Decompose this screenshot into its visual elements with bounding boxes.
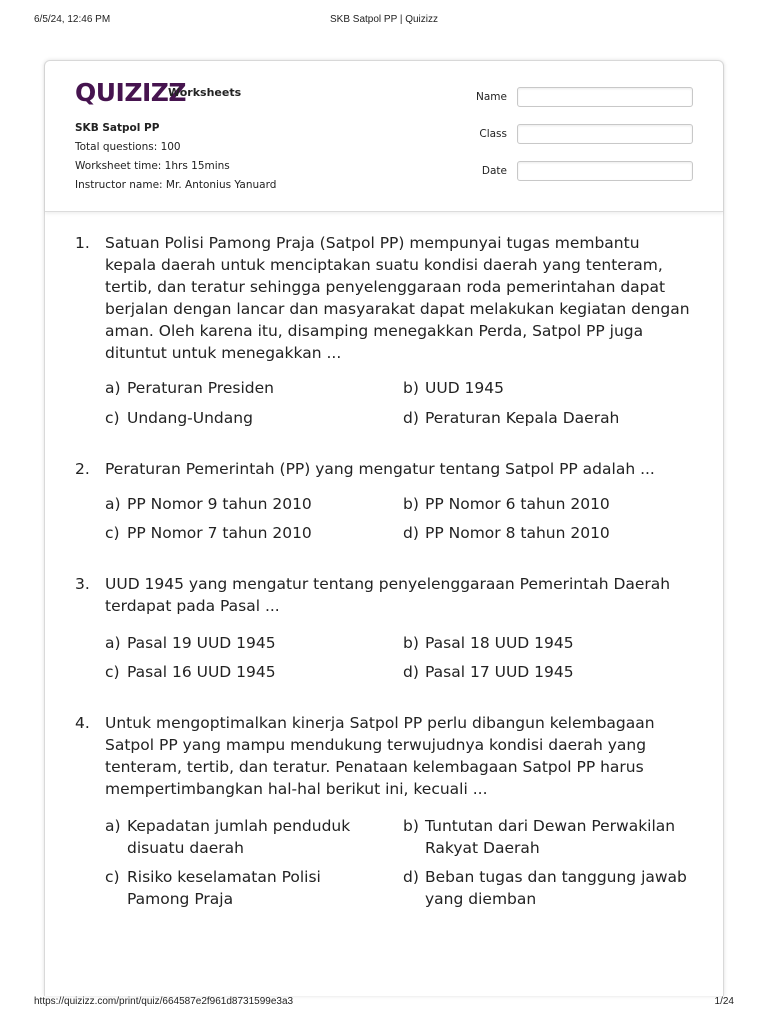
question-number: 4. xyxy=(75,714,90,732)
option-a xyxy=(105,632,395,654)
option-c xyxy=(105,866,385,910)
question-text: Satuan Polisi Pamong Praja (Satpol PP) mempunyai tugas membantu kepala daerah untuk menciptakan suatu kondisi daerah yang tenteram, tertib, dan teratur sehingga penyelenggaraan roda pemerintahan dapat berjalan dengan lancar dan masyarakat dapat melakukan kegiatan dengan aman. Oleh karena itu, disamping menegakkan Perda, Satpol PP juga dituntut untuk menegakkan ... xyxy=(105,234,690,362)
option-b xyxy=(403,377,693,399)
option-letter: b) xyxy=(403,379,419,397)
date-label: Date xyxy=(481,165,507,177)
option-text: Beban tugas dan tanggung jawab yang diemban xyxy=(425,868,687,908)
option-letter: b) xyxy=(403,495,419,513)
option-c xyxy=(105,522,395,544)
option-text: UUD 1945 xyxy=(425,379,504,397)
option-text: Pasal 16 UUD 1945 xyxy=(127,663,276,681)
print-url: https://quizizz.com/print/quiz/664587e2f961d8731599e3a3 xyxy=(34,996,294,1007)
option-letter: b) xyxy=(403,634,419,652)
question-number: 2. xyxy=(75,460,90,478)
print-footer xyxy=(34,996,734,1010)
option-text: Pasal 18 UUD 1945 xyxy=(425,634,574,652)
option-b xyxy=(403,815,693,859)
option-d xyxy=(403,407,693,429)
option-letter: c) xyxy=(105,663,120,681)
option-b xyxy=(403,493,693,515)
option-letter: d) xyxy=(403,868,419,886)
option-letter: c) xyxy=(105,409,120,427)
option-letter: a) xyxy=(105,817,121,835)
date-field[interactable] xyxy=(517,161,693,181)
question-text: Peraturan Pemerintah (PP) yang mengatur tentang Satpol PP adalah ... xyxy=(105,460,655,478)
option-a xyxy=(105,493,395,515)
worksheet-meta xyxy=(75,119,276,195)
option-letter: d) xyxy=(403,524,419,542)
option-text: PP Nomor 8 tahun 2010 xyxy=(425,524,610,542)
print-datetime: 6/5/24, 12:46 PM xyxy=(34,14,111,25)
option-d xyxy=(403,661,693,683)
question-2 xyxy=(75,458,695,548)
print-header xyxy=(34,14,734,28)
worksheets-label: Worksheets xyxy=(168,86,242,99)
class-label: Class xyxy=(479,128,507,140)
question-4 xyxy=(75,712,695,912)
option-b xyxy=(403,632,693,654)
question-number: 3. xyxy=(75,575,90,593)
class-field[interactable] xyxy=(517,124,693,144)
option-text: Pasal 19 UUD 1945 xyxy=(127,634,276,652)
option-a xyxy=(105,377,395,399)
option-text: Risiko keselamatan Polisi Pamong Praja xyxy=(127,868,321,908)
option-d xyxy=(403,522,693,544)
option-text: Peraturan Kepala Daerah xyxy=(425,409,620,427)
worksheet-title: SKB Satpol PP xyxy=(75,122,160,134)
print-page-number: 1/24 xyxy=(714,996,734,1007)
option-letter: c) xyxy=(105,868,120,886)
option-letter: a) xyxy=(105,495,121,513)
option-text: Tuntutan dari Dewan Perwakilan Rakyat Daerah xyxy=(425,817,676,857)
option-text: Pasal 17 UUD 1945 xyxy=(425,663,574,681)
option-text: Kepadatan jumlah penduduk disuatu daerah xyxy=(127,817,351,857)
option-letter: b) xyxy=(403,817,419,835)
option-c xyxy=(105,661,395,683)
option-text: PP Nomor 7 tahun 2010 xyxy=(127,524,312,542)
print-tab-title: SKB Satpol PP | Quizizz xyxy=(329,14,439,25)
option-text: PP Nomor 9 tahun 2010 xyxy=(127,495,312,513)
option-text: Undang-Undang xyxy=(127,409,253,427)
instructor-name: Instructor name: Mr. Antonius Yanuard xyxy=(75,179,277,191)
option-letter: a) xyxy=(105,379,121,397)
option-a xyxy=(105,815,385,859)
option-letter: d) xyxy=(403,663,419,681)
question-1 xyxy=(75,232,695,432)
question-3 xyxy=(75,573,695,685)
quizizz-logo: QUIZIZZ xyxy=(75,78,187,107)
worksheet-page xyxy=(44,60,724,996)
option-c xyxy=(105,407,395,429)
option-text: Peraturan Presiden xyxy=(127,379,274,397)
name-label: Name xyxy=(476,91,507,103)
question-number: 1. xyxy=(75,234,90,252)
total-questions: Total questions: 100 xyxy=(75,141,181,153)
option-letter: d) xyxy=(403,409,419,427)
option-d xyxy=(403,866,693,910)
name-field[interactable] xyxy=(517,87,693,107)
question-text: UUD 1945 yang mengatur tentang penyelenggaraan Pemerintah Daerah terdapat pada Pasal ... xyxy=(105,575,671,615)
option-text: PP Nomor 6 tahun 2010 xyxy=(425,495,610,513)
worksheet-header xyxy=(45,61,723,212)
question-text: Untuk mengoptimalkan kinerja Satpol PP perlu dibangun kelembagaan Satpol PP yang mampu mendukung terwujudnya kondisi daerah yang tenteram, tertib, dan teratur. Penataan kelembagaan Satpol PP harus mempertimbangkan hal-hal berikut ini, kecuali ... xyxy=(105,714,655,798)
option-letter: c) xyxy=(105,524,120,542)
option-letter: a) xyxy=(105,634,121,652)
worksheet-time: Worksheet time: 1hrs 15mins xyxy=(75,160,230,172)
